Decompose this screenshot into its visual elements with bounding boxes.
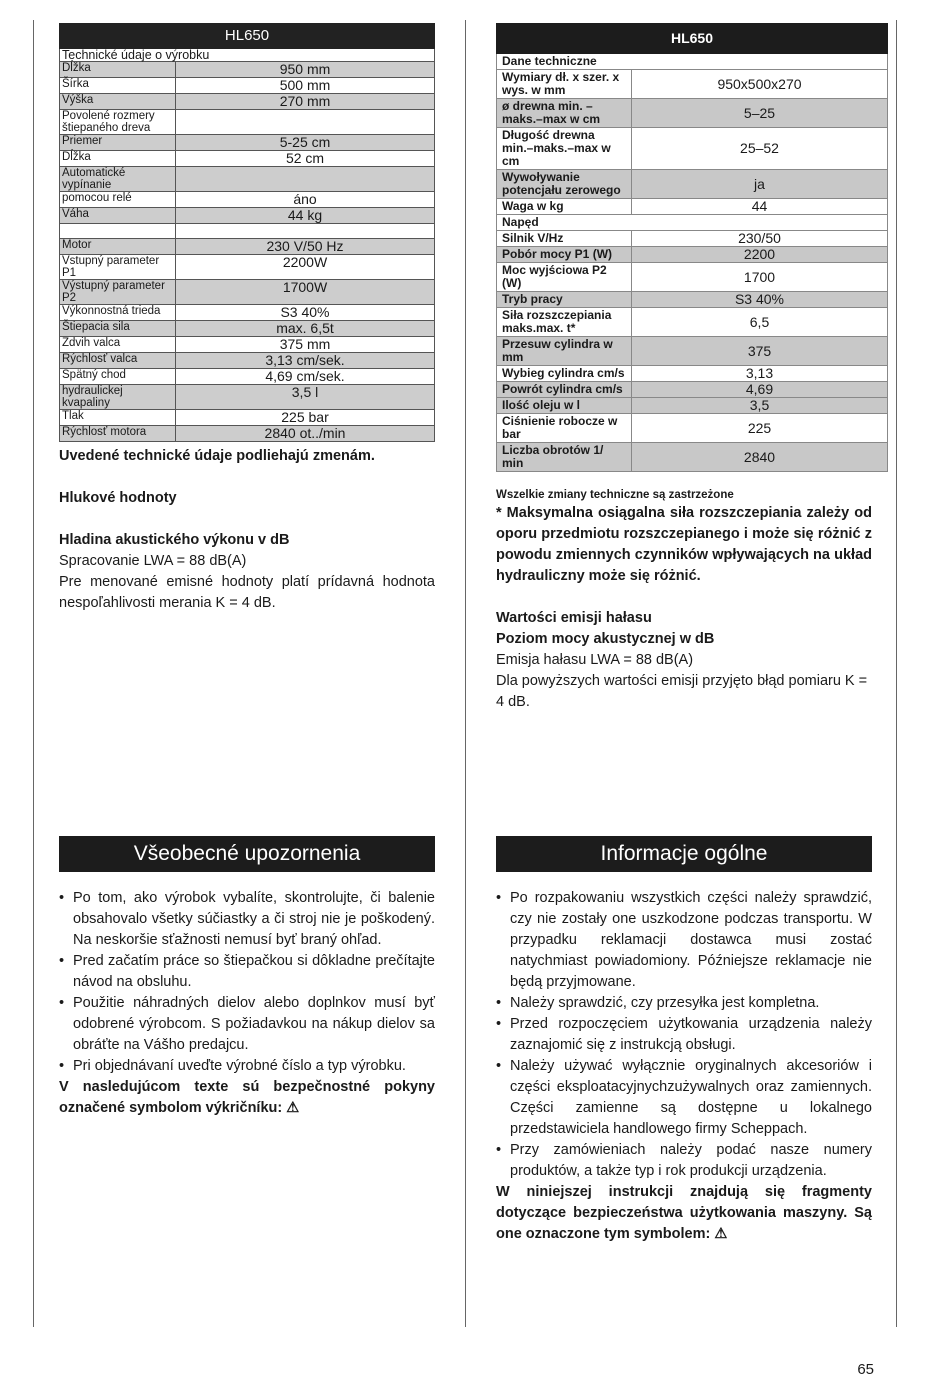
spec-value: ja: [632, 170, 888, 199]
spec-value: 230 V/50 Hz: [176, 239, 435, 255]
table-row: [497, 308, 888, 337]
spec-value: 6,5: [632, 308, 888, 337]
spec-value: 230/50: [632, 231, 888, 247]
table-row: [497, 99, 888, 128]
emission-heading: Wartości emisji hałasu: [496, 610, 652, 626]
table-row: [60, 224, 435, 239]
spec-label: Tryb pracy: [497, 292, 632, 308]
page-number: 65: [857, 1361, 874, 1378]
closing-text: W niniejszej instrukcji znajdują się fragmenty dotyczące bezpieczeństwa użytkowania maszyny. Są one oznaczone tym symbolem: ⚠: [496, 1184, 872, 1242]
table-row: [497, 443, 888, 472]
spec-value: 2200W: [176, 255, 435, 280]
spec-value: [176, 224, 435, 239]
center-divider: [465, 20, 466, 1327]
spec-label: Moc wyjściowa P2 (W): [497, 263, 632, 292]
slovak-spec-table: [59, 23, 435, 442]
polish-spec-table: [496, 23, 888, 472]
bullet-list: [496, 888, 872, 1182]
spec-value: 3,13: [632, 366, 888, 382]
table-row: [60, 110, 435, 135]
table-row: [497, 231, 888, 247]
spec-label: Pobór mocy P1 (W): [497, 247, 632, 263]
noise-heading: Hlukové hodnoty: [59, 490, 177, 506]
list-item: • Pred začatím práce so štiepačkou si dôkladne prečítajte návod na obsluhu.: [59, 951, 435, 993]
table-row: [60, 62, 435, 78]
spec-label: Wymiary dł. x szer. x wys. w mm: [497, 70, 632, 99]
tech-note: Wszelkie zmiany techniczne są zastrzeżone: [496, 489, 734, 501]
spec-label: Powrót cylindra cm/s: [497, 382, 632, 398]
table-row: [60, 305, 435, 321]
spec-value: áno: [176, 192, 435, 208]
table-row: [497, 337, 888, 366]
closing-text: V nasledujúcom texte sú bezpečnostné pokyny označené symbolom výkričníku: ⚠: [59, 1079, 435, 1116]
spec-value: 270 mm: [176, 94, 435, 110]
list-item: • Przed rozpoczęciem użytkowania urządzenia należy zaznajomić się z instrukcją obsługi.: [496, 1014, 872, 1056]
spec-label: Ciśnienie robocze w bar: [497, 414, 632, 443]
spec-value: 500 mm: [176, 78, 435, 94]
spec-label: Przesuw cylindra w mm: [497, 337, 632, 366]
section-banner: Všeobecné upozornenia: [59, 836, 435, 872]
spec-label: hydraulickej kvapaliny: [60, 385, 176, 410]
spec-label: Silnik V/Hz: [497, 231, 632, 247]
spec-value: 4,69: [632, 382, 888, 398]
table-row: [497, 247, 888, 263]
spec-value: 375 mm: [176, 337, 435, 353]
list-item: • Po rozpakowaniu wszystkich części należy sprawdzić, czy nie zostały one uszkodzone podczas transportu. W przypadku reklamacji dostawca musi zostać natychmiast powiadomiony. Późniejsze reklamacje nie będą przyjmowane.: [496, 888, 872, 993]
table-row: [60, 239, 435, 255]
spec-label: Rýchlosť motora: [60, 426, 176, 442]
spec-label: Váha: [60, 208, 176, 224]
lwa-value: Spracovanie LWA = 88 dB(A): [59, 553, 247, 569]
spec-label: Šírka: [60, 78, 176, 94]
spec-label: Spätný chod: [60, 369, 176, 385]
spec-label: Vstupný parameter P1: [60, 255, 176, 280]
table-row: [60, 94, 435, 110]
spec-label: Wybieg cylindra cm/s: [497, 366, 632, 382]
table-row: [497, 366, 888, 382]
spec-label: Wywoływanie potencjału zerowego: [497, 170, 632, 199]
spec-label: [60, 224, 176, 239]
spec-label: Štiepacia sila: [60, 321, 176, 337]
table-row: [497, 170, 888, 199]
table-row: [497, 382, 888, 398]
table-row: [60, 78, 435, 94]
spec-label: Priemer: [60, 135, 176, 151]
table-row: [497, 292, 888, 308]
polish-column: [496, 23, 888, 1242]
spec-label: Výška: [60, 94, 176, 110]
spec-value: max. 6,5t: [176, 321, 435, 337]
spec-label: Dĺžka: [60, 62, 176, 78]
table-row: [60, 192, 435, 208]
spec-value: 52 cm: [176, 151, 435, 167]
spec-value: 3,5: [632, 398, 888, 414]
spec-label: Automatické vypínanie: [60, 167, 176, 192]
bullet-list: [59, 888, 435, 1077]
spec-value: 225 bar: [176, 410, 435, 426]
spec-label: Dĺžka: [60, 151, 176, 167]
list-item: • Należy sprawdzić, czy przesyłka jest kompletna.: [496, 993, 872, 1014]
spec-label: Motor: [60, 239, 176, 255]
uncertainty-text: Dla powyższych wartości emisji przyjęto błąd pomiaru K = 4 dB.: [496, 673, 868, 710]
section-label: Dane techniczne: [497, 54, 888, 70]
table-title: HL650: [497, 24, 888, 54]
table-row: [497, 215, 888, 231]
spec-label: Zdvih valca: [60, 337, 176, 353]
spec-label: Waga w kg: [497, 199, 632, 215]
power-heading: Hladina akustického výkonu v dB: [59, 532, 290, 548]
table-row: [60, 321, 435, 337]
spec-value: 1700: [632, 263, 888, 292]
table-row: [60, 410, 435, 426]
spec-value: S3 40%: [176, 305, 435, 321]
spec-value: S3 40%: [632, 292, 888, 308]
spec-label: Výstupný parameter P2: [60, 280, 176, 305]
spec-label: Tlak: [60, 410, 176, 426]
spec-value: [176, 110, 435, 135]
spec-value: 3,5 l: [176, 385, 435, 410]
spec-value: 44 kg: [176, 208, 435, 224]
spec-label: Długość drewna min.–maks.–max w cm: [497, 128, 632, 170]
table-row: [60, 255, 435, 280]
table-row: [60, 385, 435, 410]
uncertainty-text: Pre menované emisné hodnoty platí prídavná hodnota nespoľahlivosti merania K = 4 dB.: [59, 574, 435, 611]
spec-value: 2200: [632, 247, 888, 263]
table-row: [60, 49, 435, 62]
table-row: [60, 426, 435, 442]
table-row: [497, 199, 888, 215]
asterisk-note: * Maksymalna osiągalna siła rozszczepiania zależy od oporu przedmiotu rozszczepianego i może się różnić z powodu zmiennych czynników wpływających na układ hydrauliczny może się różnić.: [496, 505, 872, 584]
table-row: [60, 151, 435, 167]
list-item: • Použitie náhradných dielov alebo doplnkov musí byť odobrené výrobcom. S požiadavkou na nákup dielov sa obráťte na Vášho predajcu.: [59, 993, 435, 1056]
spec-value: 3,13 cm/sek.: [176, 353, 435, 369]
spec-value: 4,69 cm/sek.: [176, 369, 435, 385]
table-row: [60, 167, 435, 192]
table-row: [497, 128, 888, 170]
section-label: Napęd: [497, 215, 888, 231]
left-margin-rule: [33, 20, 34, 1327]
table-row: [60, 208, 435, 224]
spec-value: 1700W: [176, 280, 435, 305]
spec-value: 44: [632, 199, 888, 215]
table-row: [60, 337, 435, 353]
table-row: [497, 263, 888, 292]
lwa-value: Emisja hałasu LWA = 88 dB(A): [496, 652, 694, 668]
list-item: • Po tom, ako výrobok vybalíte, skontrolujte, či balenie obsahovalo všetky súčiastky a či stroj nie je poškodený. Na neskoršie sťažnosti nemusí byť braný ohľad.: [59, 888, 435, 951]
right-margin-rule: [896, 20, 897, 1327]
tech-note: Uvedené technické údaje podliehajú zmenám.: [59, 448, 375, 464]
spec-value: 5–25: [632, 99, 888, 128]
spec-value: 225: [632, 414, 888, 443]
spec-value: 5-25 cm: [176, 135, 435, 151]
table-title: HL650: [60, 24, 435, 49]
spec-value: 950 mm: [176, 62, 435, 78]
spec-value: 2840 ot../min: [176, 426, 435, 442]
list-item: • Należy używać wyłącznie oryginalnych akcesoriów i części eksploatacyjnychzużywalnych oraz zamiennych. Części zamienne są dostępne u lokalnego przedstawiciela handlowego firmy Scheppach.: [496, 1056, 872, 1140]
table-row: [497, 70, 888, 99]
spec-value: 25–52: [632, 128, 888, 170]
spec-label: Rýchlosť valca: [60, 353, 176, 369]
table-row: [497, 54, 888, 70]
spec-label: Siła rozszczepiania maks.max. t*: [497, 308, 632, 337]
spec-label: Ilość oleju w l: [497, 398, 632, 414]
section-label: Technické údaje o výrobku: [60, 49, 435, 62]
spec-label: pomocou relé: [60, 192, 176, 208]
spec-label: Výkonnostná trieda: [60, 305, 176, 321]
table-row: [60, 353, 435, 369]
power-heading: Poziom mocy akustycznej w dB: [496, 631, 715, 647]
slovak-column: [59, 23, 435, 1116]
table-row: [60, 135, 435, 151]
spec-value: [176, 167, 435, 192]
section-banner: Informacje ogólne: [496, 836, 872, 872]
list-item: • Pri objednávaní uveďte výrobné číslo a typ výrobku.: [59, 1056, 435, 1077]
list-item: • Przy zamówieniach należy podać nasze numery produktów, a także typ i rok produkcji urządzenia.: [496, 1140, 872, 1182]
table-row: [497, 398, 888, 414]
table-row: [60, 369, 435, 385]
spec-label: Povolené rozmery štiepaného dreva: [60, 110, 176, 135]
spec-value: 950x500x270: [632, 70, 888, 99]
spec-value: 2840: [632, 443, 888, 472]
spec-value: 375: [632, 337, 888, 366]
spec-label: Liczba obrotów 1/ min: [497, 443, 632, 472]
spec-label: ø drewna min. – maks.–max w cm: [497, 99, 632, 128]
table-row: [497, 414, 888, 443]
table-row: [60, 280, 435, 305]
